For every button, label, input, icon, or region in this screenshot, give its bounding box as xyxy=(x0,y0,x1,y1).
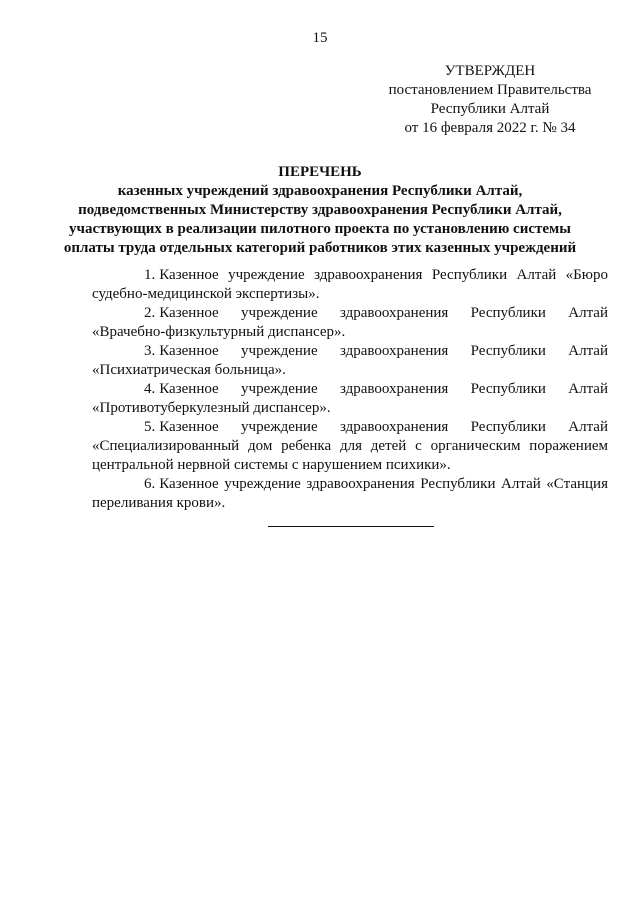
document-title xyxy=(40,163,600,258)
list-item-text: Казенное учреждение здравоохранения Республики Алтай «Врачебно-физкультурный диспансер». xyxy=(92,305,608,340)
list-item-number: 4. xyxy=(144,381,156,397)
approval-line-2: Республики Алтай xyxy=(430,101,550,117)
list-item xyxy=(92,475,608,513)
list-item xyxy=(92,380,608,418)
institution-list xyxy=(92,266,608,513)
approval-line-1: постановлением Правительства xyxy=(388,82,592,98)
list-item-text: Казенное учреждение здравоохранения Республики Алтай «Психиатрическая больница». xyxy=(92,343,608,378)
list-item xyxy=(92,418,608,475)
list-item-number: 2. xyxy=(144,305,156,321)
list-item xyxy=(92,304,608,342)
closing-separator-line xyxy=(268,526,434,527)
approval-heading: УТВЕРЖДЕН xyxy=(444,63,536,79)
list-item-number: 5. xyxy=(144,419,156,435)
list-item-text: Казенное учреждение здравоохранения Республики Алтай «Специализированный дом ребенка для детей с органическим поражением центральной нервной системы с нарушением психики». xyxy=(92,419,608,473)
title-heading: ПЕРЕЧЕНЬ xyxy=(278,164,362,180)
list-item-number: 3. xyxy=(144,343,156,359)
list-item-text: Казенное учреждение здравоохранения Республики Алтай «Противотуберкулезный диспансер». xyxy=(92,381,608,416)
list-item xyxy=(92,342,608,380)
list-item xyxy=(92,266,608,304)
approval-stamp xyxy=(360,62,620,138)
list-item-number: 6. xyxy=(144,476,156,492)
page-number: 15 xyxy=(312,30,328,46)
title-line-2: подведомственных Министерству здравоохранения Республики Алтай, xyxy=(78,202,562,218)
list-item-text: Казенное учреждение здравоохранения Республики Алтай «Станция переливания крови». xyxy=(92,476,608,511)
list-item-text: Казенное учреждение здравоохранения Республики Алтай «Бюро судебно-медицинской экспертизы». xyxy=(92,267,608,302)
title-line-1: казенных учреждений здравоохранения Республики Алтай, xyxy=(117,183,523,199)
title-line-3: участвующих в реализации пилотного проекта по установлению системы xyxy=(69,221,571,237)
list-item-number: 1. xyxy=(144,267,156,283)
title-line-4: оплаты труда отдельных категорий работников этих казенных учреждений xyxy=(63,240,577,256)
approval-line-3: от 16 февраля 2022 г. № 34 xyxy=(404,120,576,136)
